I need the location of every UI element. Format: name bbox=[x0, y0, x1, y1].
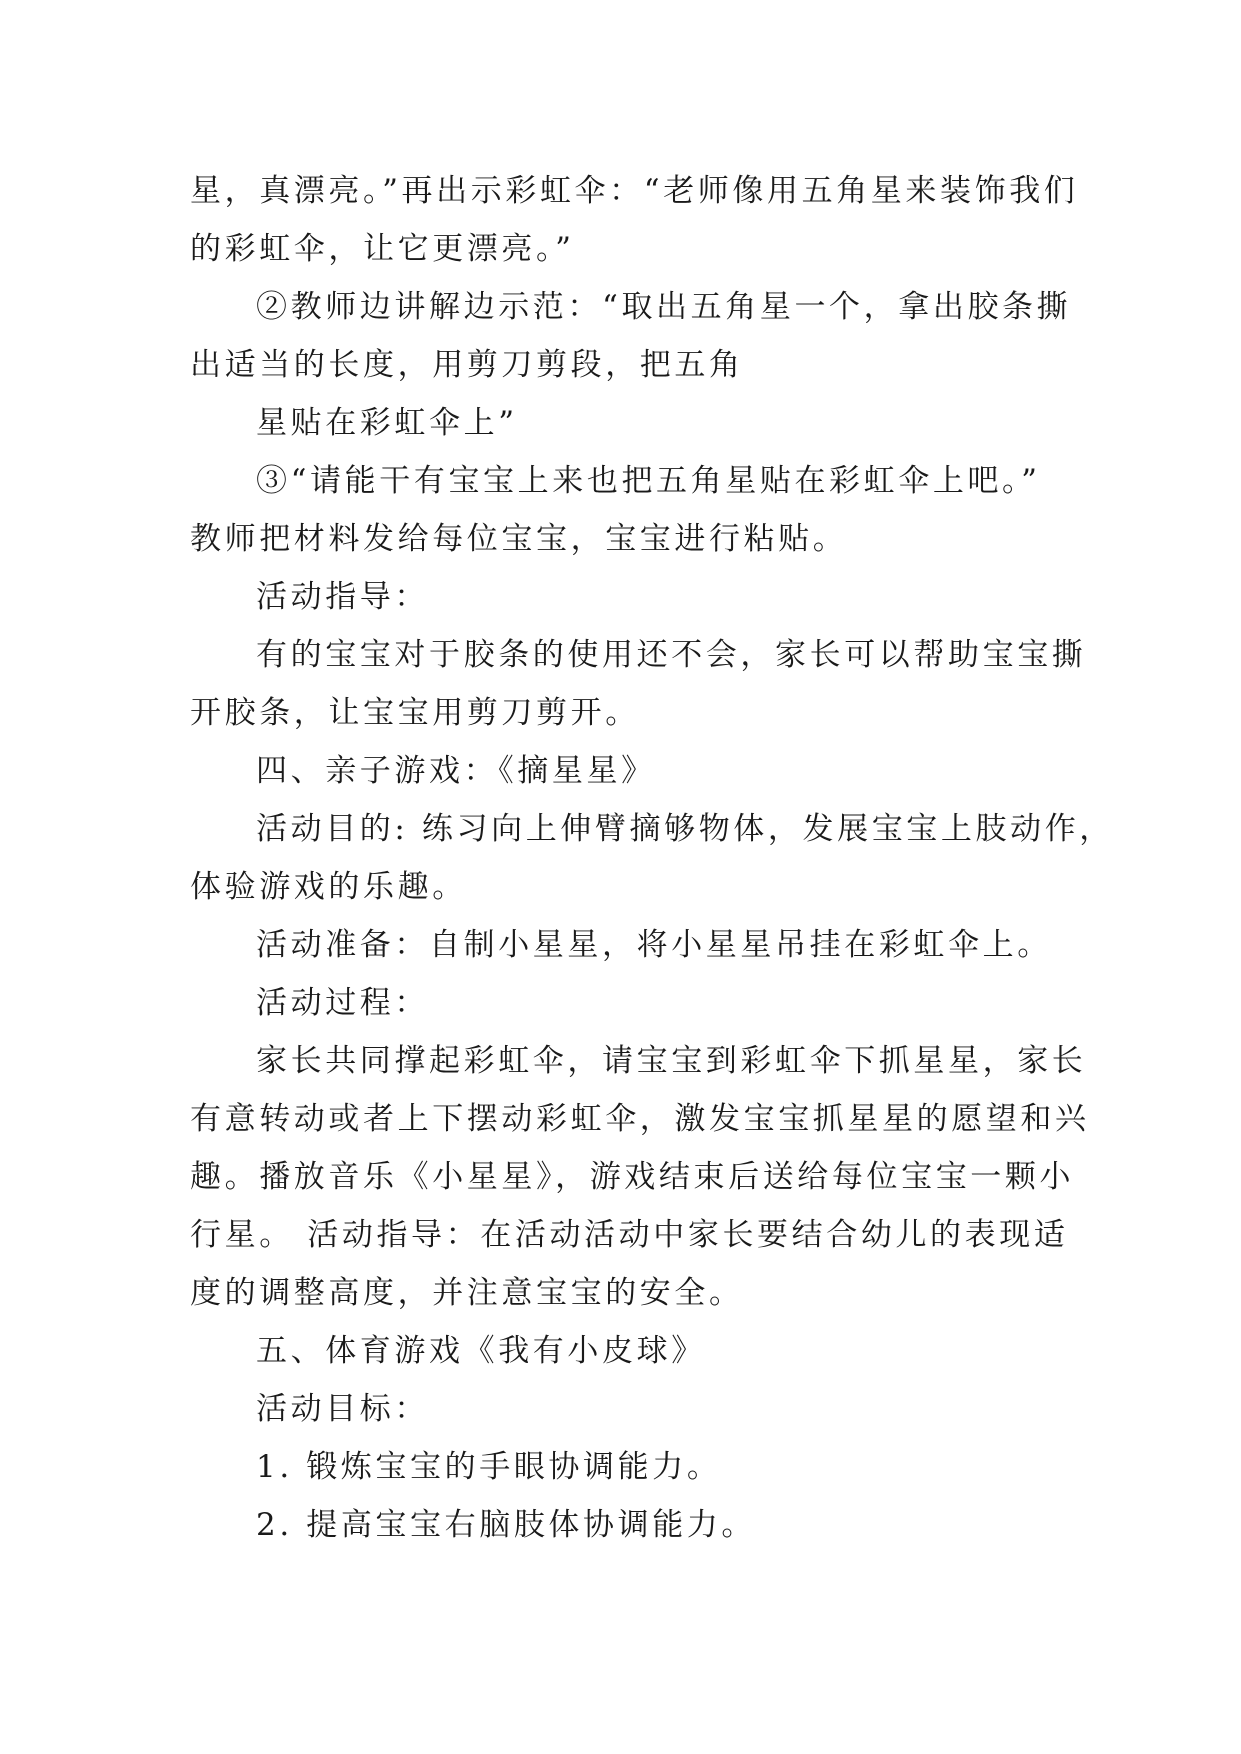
text-line: 体验游戏的乐趣。 bbox=[190, 869, 467, 905]
text-line: 星，真漂亮。”再出示彩虹伞：“老师像用五角星来装饰我们 bbox=[190, 173, 1079, 209]
section-heading: 五、体育游戏《我有小皮球》 bbox=[256, 1333, 706, 1369]
list-item: 2. 提高宝宝右脑肢体协调能力。 bbox=[256, 1507, 757, 1543]
text-line: 度的调整高度，并注意宝宝的安全。 bbox=[190, 1275, 744, 1311]
section-heading: 四、亲子游戏：《摘星星》 bbox=[256, 753, 656, 789]
document-body bbox=[190, 162, 1114, 1554]
text-line: 有意转动或者上下摆动彩虹伞，激发宝宝抓星星的愿望和兴 bbox=[190, 1101, 1090, 1137]
text-line: 出适当的长度，用剪刀剪段，把五角 bbox=[190, 347, 744, 383]
text-line: ②教师边讲解边示范：“取出五角星一个，拿出胶条撕 bbox=[256, 289, 1072, 325]
text-line: 有的宝宝对于胶条的使用还不会，家长可以帮助宝宝撕 bbox=[256, 637, 1087, 673]
text-line: 的彩虹伞，让它更漂亮。” bbox=[190, 231, 575, 267]
text-line: 开胶条，让宝宝用剪刀剪开。 bbox=[190, 695, 640, 731]
text-line: 星贴在彩虹伞上” bbox=[256, 405, 518, 441]
text-line: 家长共同撑起彩虹伞，请宝宝到彩虹伞下抓星星，家长 bbox=[256, 1043, 1087, 1079]
list-item: 1. 锻炼宝宝的手眼协调能力。 bbox=[256, 1449, 722, 1485]
text-line: 趣。播放音乐《小星星》，游戏结束后送给每位宝宝一颗小 bbox=[190, 1159, 1075, 1195]
text-line: 行星。 活动指导：在活动活动中家长要结合幼儿的表现适 bbox=[190, 1217, 1069, 1253]
text-line: 教师把材料发给每位宝宝，宝宝进行粘贴。 bbox=[190, 521, 848, 557]
section-heading: 活动指导： bbox=[256, 579, 429, 615]
section-heading: 活动目标： bbox=[256, 1391, 429, 1427]
text-line: 活动准备：自制小星星，将小星星吊挂在彩虹伞上。 bbox=[256, 927, 1052, 963]
text-line: ③“请能干有宝宝上来也把五角星贴在彩虹伞上吧。” bbox=[256, 463, 1041, 499]
text-line: 活动目的: 练习向上伸臂摘够物体，发展宝宝上肢动作， bbox=[256, 811, 1114, 847]
section-heading: 活动过程： bbox=[256, 985, 429, 1021]
